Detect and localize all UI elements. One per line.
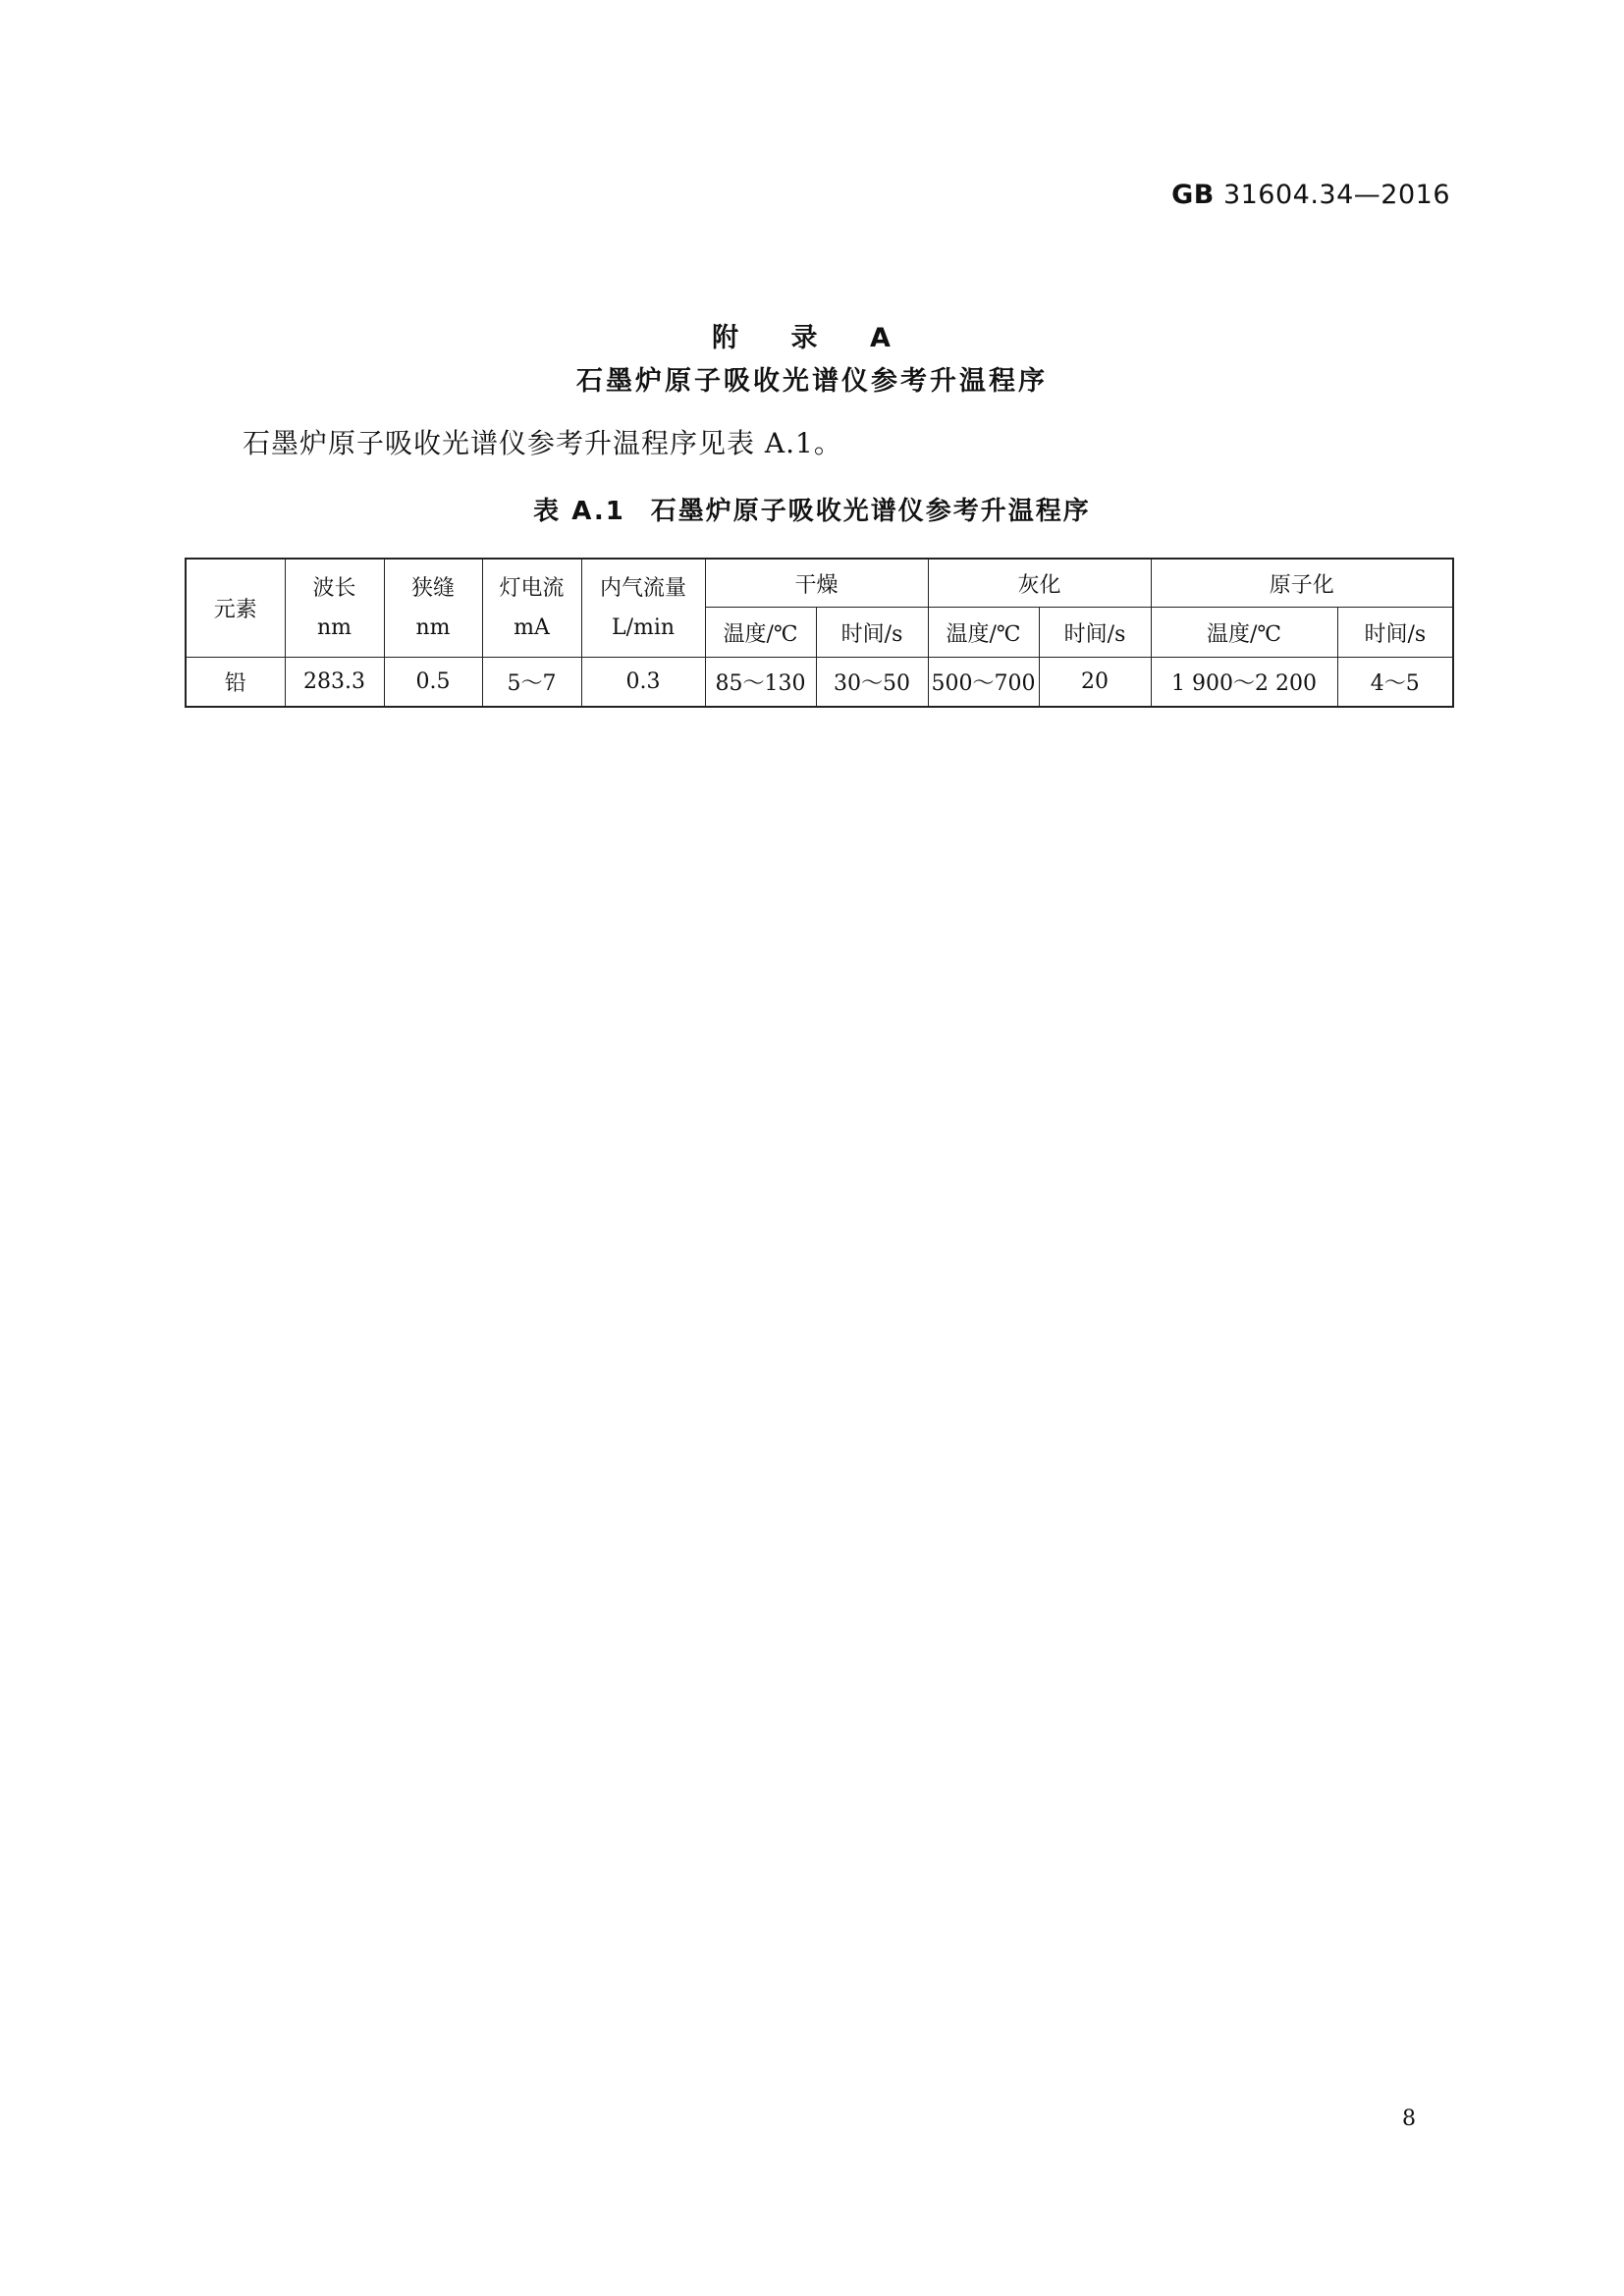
cell-element: 铅 [186,658,285,708]
header-slit-unit: nm [415,614,451,640]
header-ashing-time: 时间/s [1039,608,1151,658]
cell-slit: 0.5 [384,658,482,708]
body-paragraph: 石墨炉原子吸收光谱仪参考升温程序见表 A.1。 [243,427,842,459]
header-lamp-current-label: 灯电流 [499,575,565,601]
appendix-title: 石墨炉原子吸收光谱仪参考升温程序 [576,366,1048,397]
header-atomization: 原子化 [1151,559,1453,608]
header-element-label: 元素 [213,598,257,622]
cell-drying-time: 30～50 [816,658,928,708]
header-lamp-current [482,559,581,658]
standard-code [1171,180,1450,210]
header-ashing-temp: 温度/℃ [928,608,1039,658]
header-gas-flow-label: 内气流量 [599,575,686,601]
header-gas-flow-unit: L/min [611,614,676,640]
cell-atomization-temp: 1 900～2 200 [1151,658,1337,708]
table-caption [0,491,1624,527]
table-caption-number: 表 A.1 [533,497,625,526]
table-header-row [186,559,1453,608]
page-number: 8 [1402,2107,1416,2131]
header-slit-label: 狭缝 [410,575,455,601]
cell-ashing-time: 20 [1039,658,1151,708]
header-atomization-temp: 温度/℃ [1151,608,1337,658]
cell-wavelength: 283.3 [285,658,384,708]
header-drying-time: 时间/s [816,608,928,658]
header-gas-flow [581,559,705,658]
header-drying: 干燥 [705,559,928,608]
header-drying-temp: 温度/℃ [705,608,816,658]
cell-atomization-time: 4～5 [1337,658,1453,708]
header-wavelength-unit: nm [316,614,352,640]
header-atomization-time: 时间/s [1337,608,1453,658]
table-caption-title: 石墨炉原子吸收光谱仪参考升温程序 [650,497,1091,526]
header-ashing: 灰化 [928,559,1151,608]
header-wavelength [285,559,384,658]
header-wavelength-label: 波长 [312,575,356,601]
cell-gas-flow: 0.3 [581,658,705,708]
table-row [186,658,1453,708]
heating-program-table [185,558,1454,708]
standard-number: 31604.34—2016 [1222,180,1450,210]
cell-lamp-current: 5～7 [482,658,581,708]
header-slit [384,559,482,658]
header-lamp-current-unit: mA [514,614,550,640]
cell-ashing-temp: 500～700 [928,658,1039,708]
standard-prefix: GB [1171,180,1215,210]
header-element [186,559,285,658]
cell-drying-temp: 85～130 [705,658,816,708]
appendix-label: 附 录 A [712,323,912,353]
